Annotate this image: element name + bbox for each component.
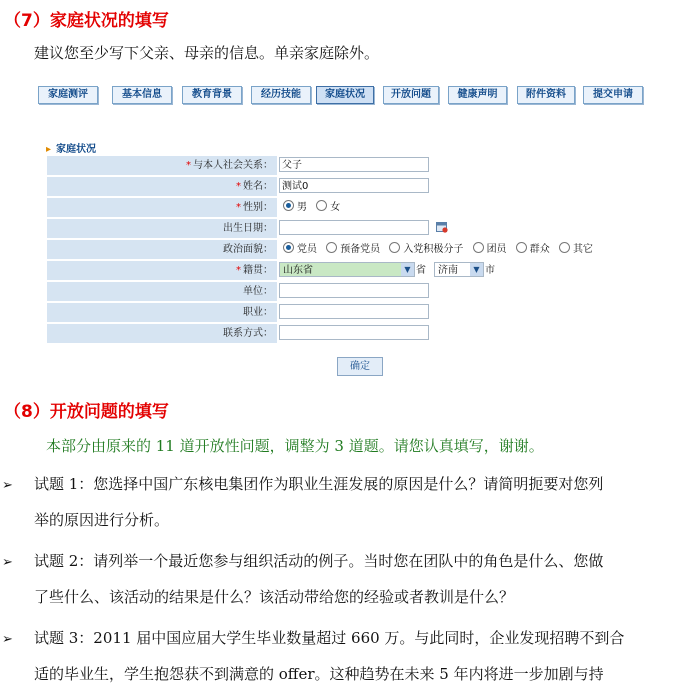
row-birth	[47, 219, 439, 238]
politics-label: 政治面貌：	[223, 244, 273, 255]
row-job	[47, 303, 439, 322]
tab-health[interactable]: 健康声明	[448, 86, 507, 104]
arrow-bullet-icon: ➢	[2, 632, 13, 647]
gender-male-radio[interactable]: 男	[283, 198, 307, 217]
row-relation: * 与本人社会关系： 父子	[47, 156, 439, 175]
arrow-bullet-icon: ➢	[2, 555, 13, 570]
tab-basic-info[interactable]: 基本信息	[112, 86, 172, 104]
form-section-title: ▸ 家庭状况	[46, 144, 97, 155]
chevron-down-icon: ▼	[470, 263, 483, 276]
row-politics	[47, 240, 593, 259]
job-label: 职业：	[243, 307, 273, 318]
calendar-icon[interactable]	[436, 221, 448, 233]
section-7-heading: （7）家庭状况的填写	[4, 11, 169, 31]
unit-input[interactable]	[279, 283, 429, 298]
tab-submit[interactable]: 提交申请	[583, 86, 643, 104]
tab-family-status[interactable]: 家庭状况	[316, 86, 374, 104]
politics-activist-radio[interactable]: 入党积极分子	[389, 240, 463, 259]
contact-input[interactable]	[279, 325, 429, 340]
birth-label: 出生日期：	[223, 223, 273, 234]
name-label: 姓名：	[243, 181, 273, 192]
row-gender: * 性别： 男 女	[47, 198, 439, 217]
contact-label: 联系方式：	[223, 328, 273, 339]
relation-input[interactable]: 父子	[279, 157, 429, 172]
relation-label: 与本人社会关系：	[193, 160, 273, 171]
chevron-down-icon: ▼	[401, 263, 414, 276]
province-select[interactable]: 山东省 ▼	[279, 262, 415, 277]
section-7-intro: 建议您至少写下父亲、母亲的信息。单亲家庭除外。	[34, 44, 380, 62]
row-origin: * 籍贯： 山东省 ▼ 省 济南 ▼ 市	[47, 261, 439, 280]
origin-label: 籍贯：	[243, 265, 273, 276]
row-unit	[47, 282, 439, 301]
confirm-button[interactable]: 确定	[337, 357, 383, 376]
arrow-icon: ▸	[46, 144, 52, 155]
question-1: 试题 1：您选择中国广东核电集团作为职业生涯发展的原因是什么？请简明扼要对您列 举的原因进行分析。	[34, 475, 604, 529]
section-8-heading: （8）开放问题的填写	[4, 402, 169, 422]
question-3: 试题 3：2011 届中国应届大学生毕业数量超过 660 万。与此同时，企业发现招聘不到合 适的毕业生，学生抱怨获不到满意的 offer。这种趋势在未来 5 年内将进一步加剧与持	[34, 629, 625, 683]
tab-education[interactable]: 教育背景	[182, 86, 242, 104]
city-unit: 市	[485, 265, 495, 276]
politics-other-radio[interactable]: 其它	[559, 240, 593, 259]
politics-probationary-radio[interactable]: 预备党员	[326, 240, 380, 259]
row-contact	[47, 324, 439, 343]
unit-label: 单位：	[243, 286, 273, 297]
politics-masses-radio[interactable]: 群众	[516, 240, 550, 259]
tab-family-assessment[interactable]: 家庭测评	[38, 86, 98, 104]
row-name: * 姓名： 测试0	[47, 177, 439, 196]
city-select[interactable]: 济南 ▼	[434, 262, 484, 277]
question-2: 试题 2：请列举一个最近您参与组织活动的例子。当时您在团队中的角色是什么、您做 了些什么、该活动的结果是什么？该活动带给您的经验或者教训是什么？	[34, 552, 604, 606]
job-input[interactable]	[279, 304, 429, 319]
birth-date-input[interactable]	[279, 220, 429, 235]
section-8-note: 本部分由原来的 11 道开放性问题，调整为 3 道题。请您认真填写，谢谢。	[46, 437, 544, 455]
gender-label: 性别：	[243, 202, 273, 213]
politics-party-member-radio[interactable]: 党员	[283, 240, 317, 259]
politics-league-radio[interactable]: 团员	[473, 240, 507, 259]
tab-attachments[interactable]: 附件资料	[517, 86, 575, 104]
tab-experience[interactable]: 经历技能	[251, 86, 311, 104]
tab-open-questions[interactable]: 开放问题	[383, 86, 439, 104]
arrow-bullet-icon: ➢	[2, 478, 13, 493]
name-input[interactable]: 测试0	[279, 178, 429, 193]
gender-female-radio[interactable]: 女	[316, 198, 340, 217]
province-unit: 省	[416, 265, 426, 276]
